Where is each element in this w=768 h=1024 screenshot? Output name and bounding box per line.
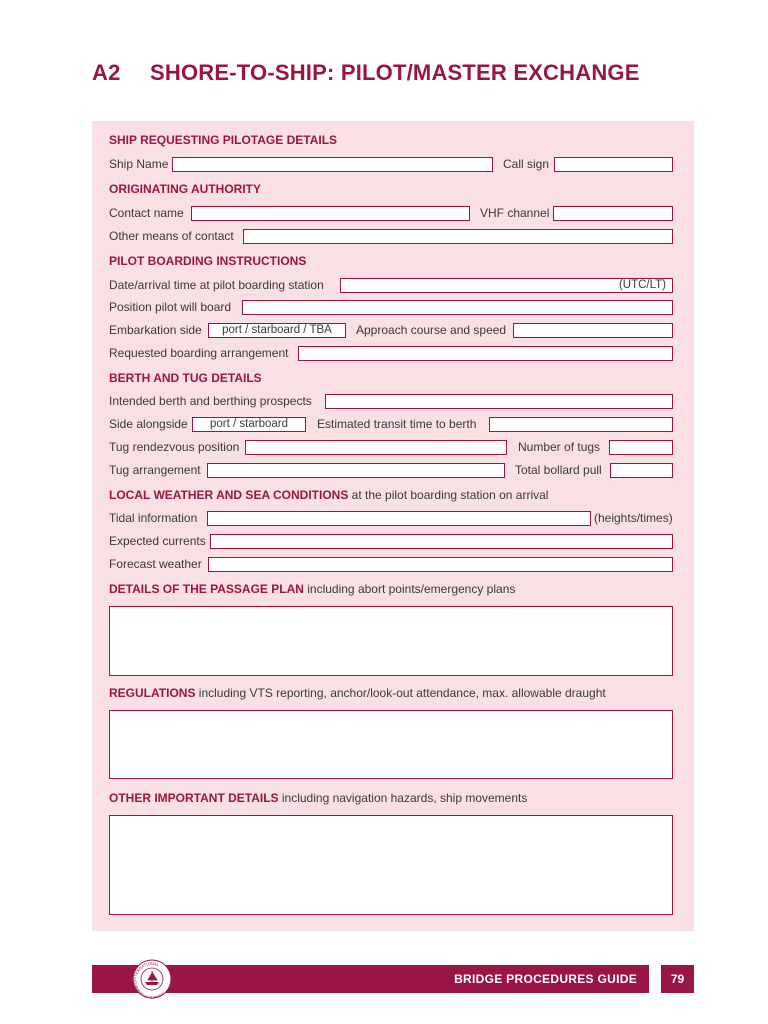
label-contact-name: Contact name bbox=[109, 206, 184, 220]
weather-heading-note: at the pilot boarding station on arrival bbox=[348, 488, 549, 502]
utc-lt-suffix: (UTC/LT) bbox=[618, 279, 666, 291]
number-tugs-field[interactable] bbox=[609, 440, 673, 455]
footer-title: BRIDGE PROCEDURES GUIDE bbox=[454, 972, 637, 986]
regulations-heading-text: REGULATIONS bbox=[109, 686, 196, 700]
contact-name-field[interactable] bbox=[191, 206, 470, 221]
heading-other-details bbox=[109, 791, 527, 805]
embarkation-side-field[interactable]: port / starboard / TBA bbox=[208, 323, 346, 338]
svg-text:CHAMBER OF SHIPPING: CHAMBER OF SHIPPING bbox=[132, 980, 166, 999]
regulations-textarea[interactable] bbox=[109, 710, 673, 779]
svg-text:INTERNATIONAL: INTERNATIONAL bbox=[131, 960, 161, 982]
label-boarding-arrangement: Requested boarding arrangement bbox=[109, 346, 289, 360]
label-tidal-info: Tidal information bbox=[109, 511, 198, 525]
heading-originating-authority: ORIGINATING AUTHORITY bbox=[109, 182, 261, 196]
passage-plan-textarea[interactable] bbox=[109, 606, 673, 676]
page-title bbox=[92, 60, 640, 86]
other-heading-text: OTHER IMPORTANT DETAILS bbox=[109, 791, 279, 805]
transit-time-field[interactable] bbox=[489, 417, 673, 432]
label-date-arrival: Date/arrival time at pilot boarding station bbox=[109, 278, 324, 292]
tug-arrangement-field[interactable] bbox=[207, 463, 505, 478]
label-approach-course: Approach course and speed bbox=[356, 323, 507, 337]
section-code: A2 bbox=[92, 60, 121, 85]
heading-pilot-boarding: PILOT BOARDING INSTRUCTIONS bbox=[109, 254, 307, 268]
approach-course-field[interactable] bbox=[513, 323, 673, 338]
heading-weather bbox=[109, 488, 548, 502]
forecast-weather-field[interactable] bbox=[208, 557, 673, 572]
date-arrival-field[interactable] bbox=[340, 278, 673, 293]
label-vhf-channel: VHF channel bbox=[480, 206, 550, 220]
page-number: 79 bbox=[661, 965, 694, 993]
vhf-channel-field[interactable] bbox=[553, 206, 673, 221]
heading-ship-details: SHIP REQUESTING PILOTAGE DETAILS bbox=[109, 133, 338, 147]
passage-heading-note: including abort points/emergency plans bbox=[303, 582, 516, 596]
weather-heading-text: LOCAL WEATHER AND SEA CONDITIONS bbox=[109, 488, 349, 502]
other-means-field[interactable] bbox=[243, 229, 673, 244]
position-board-field[interactable] bbox=[242, 300, 673, 315]
tug-rendezvous-field[interactable] bbox=[245, 440, 507, 455]
label-tug-rendezvous: Tug rendezvous position bbox=[109, 440, 240, 454]
heading-berth-tug: BERTH AND TUG DETAILS bbox=[109, 371, 262, 385]
tidal-suffix: (heights/times) bbox=[594, 511, 673, 525]
label-other-means: Other means of contact bbox=[109, 229, 234, 243]
intended-berth-field[interactable] bbox=[325, 394, 673, 409]
label-intended-berth: Intended berth and berthing prospects bbox=[109, 394, 312, 408]
label-tug-arrangement: Tug arrangement bbox=[109, 463, 201, 477]
label-call-sign: Call sign bbox=[503, 157, 550, 171]
tidal-info-field[interactable] bbox=[207, 511, 591, 526]
label-position-board: Position pilot will board bbox=[109, 300, 232, 314]
label-ship-name: Ship Name bbox=[109, 157, 169, 171]
heading-regulations bbox=[109, 686, 606, 700]
label-number-tugs: Number of tugs bbox=[518, 440, 601, 454]
other-details-textarea[interactable] bbox=[109, 815, 673, 915]
ship-name-field[interactable] bbox=[172, 157, 493, 172]
label-bollard-pull: Total bollard pull bbox=[515, 463, 602, 477]
label-transit-time: Estimated transit time to berth bbox=[317, 417, 477, 431]
expected-currents-field[interactable] bbox=[210, 534, 673, 549]
label-expected-currents: Expected currents bbox=[109, 534, 206, 548]
ics-seal-logo bbox=[122, 959, 182, 999]
boarding-arrangement-field[interactable] bbox=[298, 346, 673, 361]
bollard-pull-field[interactable] bbox=[610, 463, 673, 478]
other-heading-note: including navigation hazards, ship movements bbox=[278, 791, 528, 805]
side-alongside-field[interactable]: port / starboard bbox=[192, 417, 306, 432]
regulations-heading-note: including VTS reporting, anchor/look-out attendance, max. allowable draught bbox=[195, 686, 606, 700]
label-forecast-weather: Forecast weather bbox=[109, 557, 202, 571]
heading-passage-plan bbox=[109, 582, 515, 596]
call-sign-field[interactable] bbox=[554, 157, 673, 172]
label-side-alongside: Side alongside bbox=[109, 417, 188, 431]
passage-heading-text: DETAILS OF THE PASSAGE PLAN bbox=[109, 582, 304, 596]
label-embarkation-side: Embarkation side bbox=[109, 323, 202, 337]
title-text: SHORE-TO-SHIP: PILOT/MASTER EXCHANGE bbox=[150, 60, 640, 85]
